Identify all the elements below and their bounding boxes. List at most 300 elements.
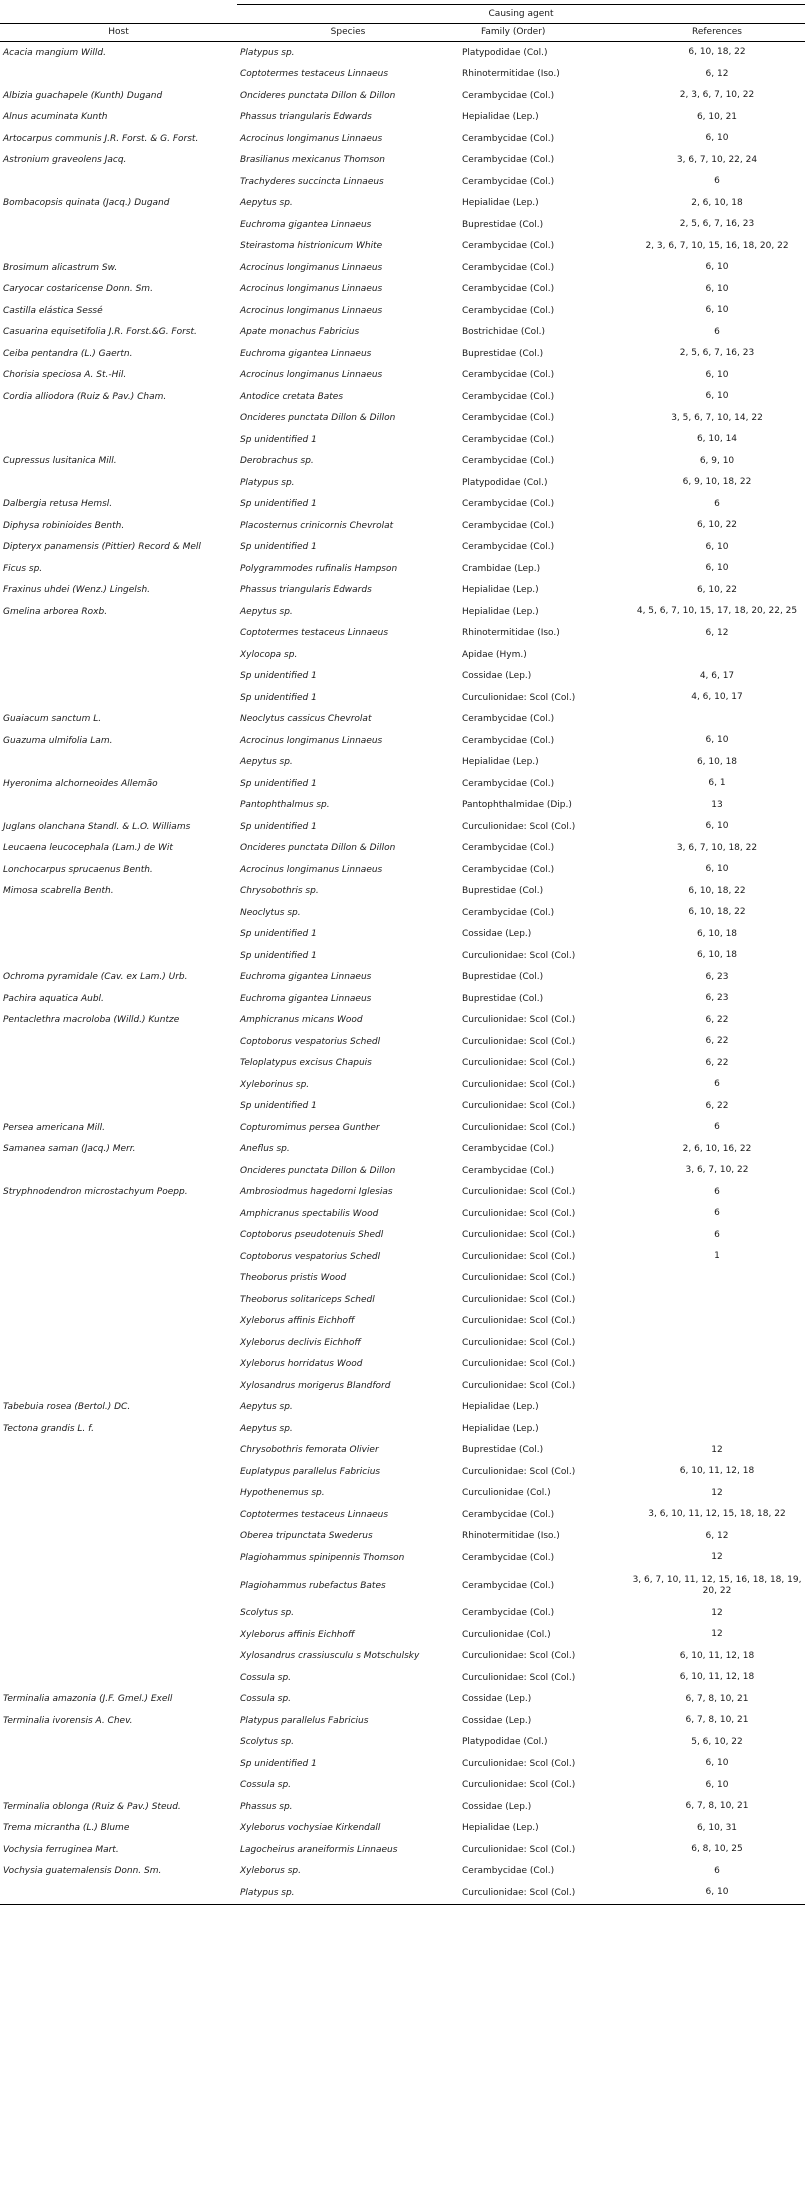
species-cell: Sp unidentified 1 — [240, 671, 317, 682]
table-row — [0, 945, 805, 967]
species-cell: Euchroma gigantea Linnaeus — [240, 993, 372, 1004]
references-cell: 6 — [714, 1186, 720, 1197]
host-cell — [0, 1732, 237, 1754]
family-cell: Curculionidae: Scol (Col.) — [462, 1844, 576, 1855]
host-cell: Lonchocarpus sprucaenus Benth. — [3, 864, 153, 875]
table-row — [0, 1526, 805, 1548]
species-cell: Teloplatypus excisus Chapuis — [240, 1058, 372, 1069]
family-cell: Cossidae (Lep.) — [462, 671, 532, 682]
family-cell: Curculionidae: Scol (Col.) — [462, 1230, 576, 1241]
references-cell: 6, 10 — [705, 864, 729, 875]
host-cell — [0, 1354, 237, 1376]
family-cell: Curculionidae: Scol (Col.) — [462, 1058, 576, 1069]
host-cell: Ochroma pyramidale (Cav. ex Lam.) Urb. — [3, 972, 188, 983]
table-row — [0, 64, 805, 86]
references-cell: 6 — [714, 498, 720, 509]
host-cell: Guaiacum sanctum L. — [3, 714, 102, 725]
table-row — [0, 1311, 805, 1333]
family-cell: Curculionidae: Scol (Col.) — [462, 1780, 576, 1791]
family-cell: Cossidae (Lep.) — [462, 1801, 532, 1812]
table-row — [0, 1418, 805, 1440]
host-cell: Guazuma ulmifolia Lam. — [3, 735, 113, 746]
table-row — [0, 1483, 805, 1505]
host-cell — [0, 666, 237, 688]
references-cell: 6, 22 — [705, 1057, 729, 1068]
species-cell: Phassus triangularis Edwards — [240, 112, 372, 123]
references-cell: 3, 6, 10, 11, 12, 15, 18, 18, 22 — [648, 1509, 786, 1520]
table-row — [0, 429, 805, 451]
references-cell: 2, 6, 10, 18 — [691, 197, 743, 208]
species-cell: Coptoborus pseudotenuis Shedl — [240, 1230, 384, 1241]
species-cell: Phassus sp. — [240, 1801, 293, 1812]
table-row — [0, 1547, 805, 1569]
references-cell: 4, 6, 17 — [699, 670, 735, 681]
table-body — [0, 42, 805, 1905]
host-cell: Pentaclethra macroloba (Willd.) Kuntze — [3, 1015, 180, 1026]
family-cell: Curculionidae: Scol (Col.) — [462, 1758, 576, 1769]
host-cell: Diphysa robinioides Benth. — [3, 520, 125, 531]
references-cell — [629, 1332, 805, 1354]
column-header-references: References — [629, 24, 805, 42]
header-super-row — [0, 5, 805, 24]
references-cell: 6 — [714, 1865, 720, 1876]
species-cell: Aneflus sp. — [240, 1144, 290, 1155]
host-cell — [0, 924, 237, 946]
references-cell — [629, 1354, 805, 1376]
causing-agent-header: Causing agent — [237, 5, 805, 24]
host-cell — [0, 1753, 237, 1775]
host-cell — [0, 1289, 237, 1311]
species-cell: Aepytus sp. — [240, 198, 293, 209]
host-cell — [0, 1547, 237, 1569]
references-cell: 3, 6, 7, 10, 18, 22 — [676, 842, 758, 853]
family-cell: Bostrichidae (Col.) — [462, 327, 546, 338]
references-cell: 6, 10 — [705, 305, 729, 316]
host-cell: Ceiba pentandra (L.) Gaertn. — [3, 348, 133, 359]
family-cell: Curculionidae: Scol (Col.) — [462, 1466, 576, 1477]
references-cell: 6, 10 — [705, 391, 729, 402]
species-cell: Xyleborus affinis Eichhoff — [240, 1316, 355, 1327]
references-cell: 2, 5, 6, 7, 16, 23 — [679, 348, 755, 359]
species-cell: Cossula sp. — [240, 1672, 292, 1683]
table-row — [0, 859, 805, 881]
species-cell: Amphicranus spectabilis Wood — [240, 1208, 379, 1219]
family-cell: Curculionidae: Scol (Col.) — [462, 1079, 576, 1090]
species-cell: Acrocinus longimanus Linnaeus — [240, 370, 383, 381]
species-cell: Xyleborus declivis Eichhoff — [240, 1337, 361, 1348]
references-cell: 6, 23 — [705, 971, 729, 982]
family-cell: Cerambycidae (Col.) — [462, 391, 555, 402]
references-cell: 6, 1 — [708, 778, 726, 789]
species-cell: Euchroma gigantea Linnaeus — [240, 972, 372, 983]
species-cell: Aepytus sp. — [240, 757, 293, 768]
references-cell: 6, 10 — [705, 821, 729, 832]
family-cell: Cerambycidae (Col.) — [462, 413, 555, 424]
species-cell: Chrysobothris femorata Olivier — [240, 1445, 379, 1456]
table-row — [0, 279, 805, 301]
host-cell: Chorisia speciosa A. St.-Hil. — [3, 370, 127, 381]
host-cell: Vochysia guatemalensis Donn. Sm. — [3, 1866, 162, 1877]
family-cell: Cossidae (Lep.) — [462, 929, 532, 940]
species-cell: Xylocopa sp. — [240, 649, 298, 660]
table-row — [0, 257, 805, 279]
table-row — [0, 1010, 805, 1032]
family-cell: Cerambycidae (Col.) — [462, 1165, 555, 1176]
references-cell: 1 — [714, 1251, 720, 1262]
host-cell: Terminalia amazonia (J.F. Gmel.) Exell — [3, 1694, 173, 1705]
species-cell: Platypus sp. — [240, 477, 295, 488]
table-row — [0, 1375, 805, 1397]
table-row — [0, 386, 805, 408]
family-cell: Cerambycidae (Col.) — [462, 1866, 555, 1877]
species-cell: Plagiohammus rubefactus Bates — [240, 1580, 386, 1591]
species-cell: Aepytus sp. — [240, 606, 293, 617]
header-column-row — [0, 24, 805, 42]
species-cell: Sp unidentified 1 — [240, 950, 317, 961]
species-cell: Sp unidentified 1 — [240, 778, 317, 789]
family-cell: Cerambycidae (Col.) — [462, 520, 555, 531]
host-cell — [0, 623, 237, 645]
host-cell: Stryphnodendron microstachyum Poepp. — [3, 1187, 188, 1198]
references-cell: 6, 10 — [705, 735, 729, 746]
species-cell: Oncideres punctata Dillon & Dillon — [240, 1165, 396, 1176]
table-row — [0, 128, 805, 150]
family-cell: Cerambycidae (Col.) — [462, 176, 555, 187]
family-cell: Cerambycidae (Col.) — [462, 907, 555, 918]
species-cell: Theoborus pristis Wood — [240, 1273, 347, 1284]
family-cell: Cerambycidae (Col.) — [462, 864, 555, 875]
family-cell: Curculionidae: Scol (Col.) — [462, 821, 576, 832]
table-row — [0, 623, 805, 645]
references-cell: 6, 7, 8, 10, 21 — [685, 1693, 749, 1704]
host-cell — [0, 1882, 237, 1904]
references-cell: 6, 10, 14 — [696, 434, 738, 445]
species-cell: Sp unidentified 1 — [240, 434, 317, 445]
table-row — [0, 1882, 805, 1904]
host-cell — [0, 1775, 237, 1797]
family-cell: Curculionidae (Col.) — [462, 1629, 551, 1640]
species-cell: Sp unidentified 1 — [240, 1101, 317, 1112]
host-cell: Mimosa scabrella Benth. — [3, 886, 114, 897]
species-cell: Xyleborus vochysiae Kirkendall — [240, 1823, 381, 1834]
host-cell — [0, 1646, 237, 1668]
host-cell: Hyeronima alchorneoides Allemão — [3, 778, 158, 789]
family-cell: Cerambycidae (Col.) — [462, 542, 555, 553]
table-row — [0, 1775, 805, 1797]
table-row — [0, 730, 805, 752]
species-cell: Polygrammodes rufinalis Hampson — [240, 563, 398, 574]
table-row — [0, 816, 805, 838]
family-cell: Curculionidae: Scol (Col.) — [462, 1273, 576, 1284]
host-cell: Bombacopsis quinata (Jacq.) Dugand — [3, 198, 170, 209]
family-cell: Pantophthalmidae (Dip.) — [462, 800, 572, 811]
host-cell: Pachira aquatica Aubl. — [3, 993, 104, 1004]
table-row — [0, 1397, 805, 1419]
family-cell: Cerambycidae (Col.) — [462, 1552, 555, 1563]
family-cell: Cerambycidae (Col.) — [462, 133, 555, 144]
host-cell: Fraxinus uhdei (Wenz.) Lingelsh. — [3, 585, 151, 596]
references-cell: 6 — [714, 1122, 720, 1133]
family-cell: Cossidae (Lep.) — [462, 1715, 532, 1726]
species-cell: Platypus sp. — [237, 1882, 459, 1904]
family-cell: Hepialidae (Lep.) — [462, 606, 539, 617]
table-row — [0, 343, 805, 365]
references-cell: 6, 10, 18 — [696, 928, 738, 939]
species-cell: Xylosandrus crassiusculu s Motschulsky — [240, 1651, 420, 1662]
references-cell: 6, 10, 22 — [696, 584, 738, 595]
host-cell — [0, 644, 237, 666]
table-row — [0, 1646, 805, 1668]
family-cell: Cerambycidae (Col.) — [462, 499, 555, 510]
family-cell: Cerambycidae (Col.) — [462, 735, 555, 746]
family-cell: Curculionidae: Scol (Col.) — [459, 1882, 629, 1904]
table-row — [0, 300, 805, 322]
family-cell: Cossidae (Lep.) — [462, 1694, 532, 1705]
table-header — [0, 5, 805, 42]
references-cell: 6, 7, 8, 10, 21 — [685, 1801, 749, 1812]
species-cell: Coptotermes testaceus Linnaeus — [240, 628, 389, 639]
family-cell: Cerambycidae (Col.) — [462, 714, 555, 725]
species-cell: Acrocinus longimanus Linnaeus — [240, 262, 383, 273]
references-cell: 12 — [711, 1444, 723, 1455]
table-row — [0, 1268, 805, 1290]
references-cell: 6, 10 — [629, 1882, 805, 1904]
references-cell: 3, 6, 7, 10, 22 — [685, 1165, 749, 1176]
table-row — [0, 838, 805, 860]
species-cell: Euchroma gigantea Linnaeus — [240, 219, 372, 230]
column-header-family: Family (Order) — [459, 24, 629, 42]
table-row — [0, 515, 805, 537]
table-row — [0, 150, 805, 172]
references-cell: 6, 12 — [705, 68, 729, 79]
host-cell — [0, 1074, 237, 1096]
references-cell — [629, 1268, 805, 1290]
family-cell: Hepialidae (Lep.) — [462, 757, 539, 768]
table-row — [0, 1096, 805, 1118]
table-row — [0, 494, 805, 516]
references-cell: 6, 22 — [705, 1100, 729, 1111]
species-cell: Theoborus solitariceps Schedl — [240, 1294, 375, 1305]
references-cell: 6 — [714, 176, 720, 187]
species-cell: Sp unidentified 1 — [240, 542, 317, 553]
references-cell: 5, 6, 10, 22 — [691, 1736, 743, 1747]
species-cell: Neoclytus cassicus Chevrolat — [240, 714, 372, 725]
species-cell: Euplatypus parallelus Fabricius — [240, 1466, 381, 1477]
host-cell — [0, 1603, 237, 1625]
host-cell: Brosimum alicastrum Sw. — [3, 262, 118, 273]
table-row — [0, 193, 805, 215]
host-cell: Alnus acuminata Kunth — [3, 112, 108, 123]
host-cell — [0, 945, 237, 967]
host-cell — [0, 1203, 237, 1225]
table-row — [0, 795, 805, 817]
species-cell: Xyleborus affinis Eichhoff — [240, 1629, 355, 1640]
host-cell — [0, 408, 237, 430]
references-cell — [629, 1397, 805, 1419]
family-cell: Cerambycidae (Col.) — [462, 1509, 555, 1520]
host-cell — [0, 1504, 237, 1526]
host-cell: Trema micrantha (L.) Blume — [3, 1823, 130, 1834]
family-cell: Cerambycidae (Col.) — [462, 262, 555, 273]
host-cell — [0, 752, 237, 774]
host-cell — [0, 795, 237, 817]
host-cell — [0, 64, 237, 86]
host-cell — [0, 1160, 237, 1182]
species-cell: Scolytus sp. — [240, 1737, 295, 1748]
family-cell: Curculionidae: Scol (Col.) — [462, 950, 576, 961]
references-cell: 12 — [711, 1607, 723, 1618]
family-cell: Buprestidae (Col.) — [462, 993, 544, 1004]
family-cell: Buprestidae (Col.) — [462, 972, 544, 983]
family-cell: Cerambycidae (Col.) — [462, 284, 555, 295]
host-cell: Caryocar costaricense Donn. Sm. — [3, 284, 153, 295]
species-cell: Copturomimus persea Gunther — [240, 1122, 380, 1133]
host-cell: Cupressus lusitanica Mill. — [3, 456, 117, 467]
table-row — [0, 1074, 805, 1096]
host-cell — [0, 1461, 237, 1483]
table-row — [0, 967, 805, 989]
family-cell: Curculionidae: Scol (Col.) — [462, 1101, 576, 1112]
references-cell — [629, 644, 805, 666]
family-cell: Cerambycidae (Col.) — [462, 370, 555, 381]
references-cell: 6, 10, 18 — [696, 756, 738, 767]
host-cell: Samanea saman (Jacq.) Merr. — [3, 1144, 136, 1155]
table-row — [0, 881, 805, 903]
host-cell — [0, 472, 237, 494]
references-cell: 2, 6, 10, 16, 22 — [682, 1143, 752, 1154]
family-cell: Curculionidae: Scol (Col.) — [462, 1036, 576, 1047]
host-agent-table — [0, 4, 805, 1905]
family-cell: Crambidae (Lep.) — [462, 563, 541, 574]
references-cell: 2, 5, 6, 7, 16, 23 — [679, 219, 755, 230]
host-cell — [0, 236, 237, 258]
host-cell: Acacia mangium Willd. — [3, 47, 106, 58]
references-cell: 6, 22 — [705, 1014, 729, 1025]
host-cell — [0, 902, 237, 924]
table-row — [0, 1225, 805, 1247]
species-cell: Placosternus crinicornis Chevrolat — [240, 520, 394, 531]
species-cell: Platypus parallelus Fabricius — [240, 1715, 369, 1726]
table-row — [0, 1569, 805, 1603]
references-cell — [629, 1375, 805, 1397]
table-row — [0, 1461, 805, 1483]
family-cell: Curculionidae: Scol (Col.) — [462, 1316, 576, 1327]
references-cell: 12 — [711, 1552, 723, 1563]
table-row — [0, 1624, 805, 1646]
host-cell — [0, 1225, 237, 1247]
family-cell: Cerambycidae (Col.) — [462, 90, 555, 101]
family-cell: Curculionidae: Scol (Col.) — [462, 1380, 576, 1391]
species-cell: Sp unidentified 1 — [240, 1758, 317, 1769]
host-cell: Tectona grandis L. f. — [3, 1423, 94, 1434]
host-cell — [0, 429, 237, 451]
table-row — [0, 214, 805, 236]
table-row — [0, 1861, 805, 1883]
table-row — [0, 1603, 805, 1625]
host-cell — [0, 687, 237, 709]
table-row — [0, 42, 805, 64]
table-row — [0, 752, 805, 774]
family-cell: Cerambycidae (Col.) — [462, 155, 555, 166]
host-cell: Terminalia ivorensis A. Chev. — [3, 1715, 133, 1726]
table-row — [0, 580, 805, 602]
references-cell — [629, 1418, 805, 1440]
host-cell: Albizia guachapele (Kunth) Dugand — [3, 90, 163, 101]
species-cell: Oncideres punctata Dillon & Dillon — [240, 413, 396, 424]
references-cell: 6, 10, 11, 12, 18 — [679, 1466, 755, 1477]
family-cell: Curculionidae: Scol (Col.) — [462, 1015, 576, 1026]
references-cell: 12 — [711, 1629, 723, 1640]
table-row — [0, 1354, 805, 1376]
host-cell — [0, 214, 237, 236]
species-cell: Coptoborus vespatorius Schedl — [240, 1251, 381, 1262]
references-cell: 3, 5, 6, 7, 10, 14, 22 — [671, 412, 763, 423]
table-row — [0, 1818, 805, 1840]
species-cell: Neoclytus sp. — [240, 907, 301, 918]
references-cell: 6 — [714, 326, 720, 337]
table-row — [0, 1796, 805, 1818]
host-cell: Persea americana Mill. — [3, 1122, 105, 1133]
references-cell: 6, 10 — [705, 133, 729, 144]
table-row — [0, 1182, 805, 1204]
references-cell — [629, 709, 805, 731]
family-cell: Rhinotermitidae (Iso.) — [462, 69, 560, 80]
host-cell — [0, 1526, 237, 1548]
table-row — [0, 666, 805, 688]
host-cell: Gmelina arborea Roxb. — [3, 606, 108, 617]
family-cell: Rhinotermitidae (Iso.) — [462, 628, 560, 639]
table-row — [0, 1289, 805, 1311]
species-cell: Oncideres punctata Dillon & Dillon — [240, 843, 396, 854]
species-cell: Scolytus sp. — [240, 1608, 295, 1619]
references-cell: 12 — [711, 1487, 723, 1498]
references-cell: 6, 9, 10, 18, 22 — [682, 477, 752, 488]
table-row — [0, 1160, 805, 1182]
references-cell: 6, 10, 21 — [696, 111, 738, 122]
family-cell: Platypodidae (Col.) — [462, 47, 548, 58]
table-row — [0, 1504, 805, 1526]
family-cell: Cerambycidae (Col.) — [462, 1580, 555, 1591]
table-row — [0, 1710, 805, 1732]
references-cell: 6 — [714, 1208, 720, 1219]
species-cell: Lagocheirus araneiformis Linnaeus — [240, 1844, 398, 1855]
species-cell: Acrocinus longimanus Linnaeus — [240, 735, 383, 746]
family-cell: Cerambycidae (Col.) — [462, 305, 555, 316]
family-cell: Curculionidae: Scol (Col.) — [462, 1294, 576, 1305]
references-cell: 6, 10, 31 — [696, 1822, 738, 1833]
table-row — [0, 451, 805, 473]
host-cell — [0, 1569, 237, 1603]
species-cell: Sp unidentified 1 — [240, 929, 317, 940]
host-cell — [0, 1624, 237, 1646]
family-cell: Hepialidae (Lep.) — [462, 1823, 539, 1834]
species-cell: Acrocinus longimanus Linnaeus — [240, 284, 383, 295]
family-cell: Cerambycidae (Col.) — [462, 778, 555, 789]
host-cell: Cordia alliodora (Ruiz & Pav.) Cham. — [3, 391, 167, 402]
family-cell: Curculionidae: Scol (Col.) — [462, 1187, 576, 1198]
species-cell: Xyleborus sp. — [240, 1866, 301, 1877]
species-cell: Chrysobothris sp. — [240, 886, 319, 897]
species-cell: Euchroma gigantea Linnaeus — [240, 348, 372, 359]
species-cell: Steirastoma histrionicum White — [240, 241, 383, 252]
family-cell: Buprestidae (Col.) — [462, 348, 544, 359]
table-row — [0, 365, 805, 387]
family-cell: Cerambycidae (Col.) — [462, 434, 555, 445]
table-row — [0, 1667, 805, 1689]
table-row — [0, 236, 805, 258]
references-cell: 6, 10, 22 — [696, 520, 738, 531]
table-row — [0, 1440, 805, 1462]
